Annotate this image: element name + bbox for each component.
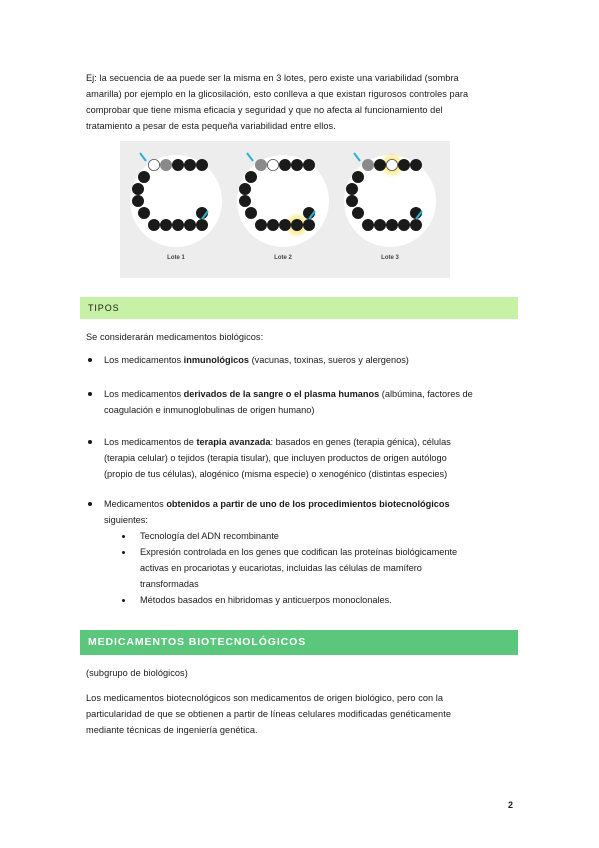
amino-acid-bead [386,219,397,230]
amino-acid-bead [255,159,266,170]
amino-acid-bead [267,219,278,230]
amino-acid-bead [362,219,373,230]
lot-diagram-3 [344,152,436,261]
bullet-icon [88,502,92,506]
sub-bullet-icon [122,535,125,538]
biotec-paragraph: Los medicamentos biotecnológicos son medicamentos de origen biológico, pero con la particularidad de que se obtienen a partir de líneas celulares modificadas genéticamente mediante técnicas de ingeniería genética. [86,693,451,735]
amino-acid-bead [160,159,171,170]
intro-line-3: comprobar que tiene misma eficacia y seguridad y que no afecta al funcionamiento del [86,105,443,115]
amino-acid-bead [196,159,207,170]
glycan-mark [354,153,360,161]
amino-acid-bead [374,219,385,230]
lot-label: Lote 1 [167,255,185,261]
amino-acid-bead [138,171,149,182]
tipos-intro: Se considerarán medicamentos biológicos: [86,332,264,342]
amino-acid-bead [184,219,195,230]
tipos-item-3: Los medicamentos de terapia avanzada: basados en genes (terapia génica), células (terapia celular) o tejidos (terapia tisular), que incluyen productos de origen autólogo (propio de tus células), alogénico (misma especie) o xenogénico (distintas especies) [104,437,451,479]
amino-acid-bead [303,159,314,170]
intro-paragraph [86,70,518,134]
glycan-mark [140,153,146,161]
amino-acid-bead [172,219,183,230]
bullet-icon [88,392,92,396]
intro-line-2: amarilla) por ejemplo en la glicosilación, esto conlleva a que existan rigurosos controles para [86,89,469,99]
amino-acid-bead [352,171,363,182]
section-heading-biotecnologicos: MEDICAMENTOS BIOTECNOLÓGICOS [80,630,518,655]
amino-acid-bead [346,195,357,206]
amino-acid-bead [172,159,183,170]
tipos-item-4: Medicamentos obtenidos a partir de uno de los procedimientos biotecnológicos siguientes: [104,499,450,525]
amino-acid-bead [279,219,290,230]
amino-acid-bead [255,219,266,230]
amino-acid-bead [239,195,250,206]
amino-acid-bead [362,159,373,170]
sub-bullet-icon [122,599,125,602]
amino-acid-bead [239,183,250,194]
bullet-icon [88,358,92,362]
amino-acid-bead [346,183,357,194]
amino-acid-bead [386,159,397,170]
amino-acid-bead [148,159,159,170]
amino-acid-bead [267,159,278,170]
amino-acid-bead [398,219,409,230]
tipos-item-1: Los medicamentos inmunológicos (vacunas, toxinas, sueros y alergenos) [104,355,409,365]
amino-acid-bead [291,219,302,230]
amino-acid-bead [184,159,195,170]
amino-acid-bead [132,183,143,194]
tipos-subitem-2: Expresión controlada en los genes que codifican las proteínas biológicamente activas en procariotas y eucariotas, incluidas las células de mamífero transformadas [140,547,458,589]
amino-acid-bead [245,171,256,182]
amino-acid-bead [132,195,143,206]
tipos-subitem-3: Métodos basados en hibridomas y anticuerpos monoclonales. [140,595,392,605]
amino-acid-bead [138,207,149,218]
amino-acid-bead [398,159,409,170]
amino-acid-bead [352,207,363,218]
biotec-note: (subgrupo de biológicos) [86,668,188,678]
amino-acid-bead [374,159,385,170]
tipos-item-2: Los medicamentos derivados de la sangre o el plasma humanos (albúmina, factores de coagulación e inmunoglobulinas de origen humano) [104,389,473,415]
amino-acid-bead [410,219,421,230]
amino-acid-bead [196,219,207,230]
lots-figure [120,141,450,278]
amino-acid-bead [279,159,290,170]
section-heading-tipos: TIPOS [80,297,518,319]
lots-diagram [120,141,450,278]
tipos-subitem-1: Tecnología del ADN recombinante [140,531,279,541]
amino-acid-bead [303,219,314,230]
lot-diagram-1 [130,153,222,261]
amino-acid-bead [148,219,159,230]
lot-label: Lote 2 [274,255,292,261]
bullet-icon [88,440,92,444]
amino-acid-bead [160,219,171,230]
lot-label: Lote 3 [381,255,399,261]
amino-acid-bead [410,159,421,170]
lot-diagram-2 [237,153,329,261]
amino-acid-bead [245,207,256,218]
sub-bullet-icon [122,551,125,554]
glycan-mark [247,153,253,161]
intro-line-4: tratamiento a pesar de esta pequeña variabilidad entre ellos. [86,121,336,131]
intro-line-1: Ej: la secuencia de aa puede ser la misma en 3 lotes, pero existe una variabilidad (sombra [86,73,459,83]
page-number: 2 [508,800,514,810]
amino-acid-bead [291,159,302,170]
